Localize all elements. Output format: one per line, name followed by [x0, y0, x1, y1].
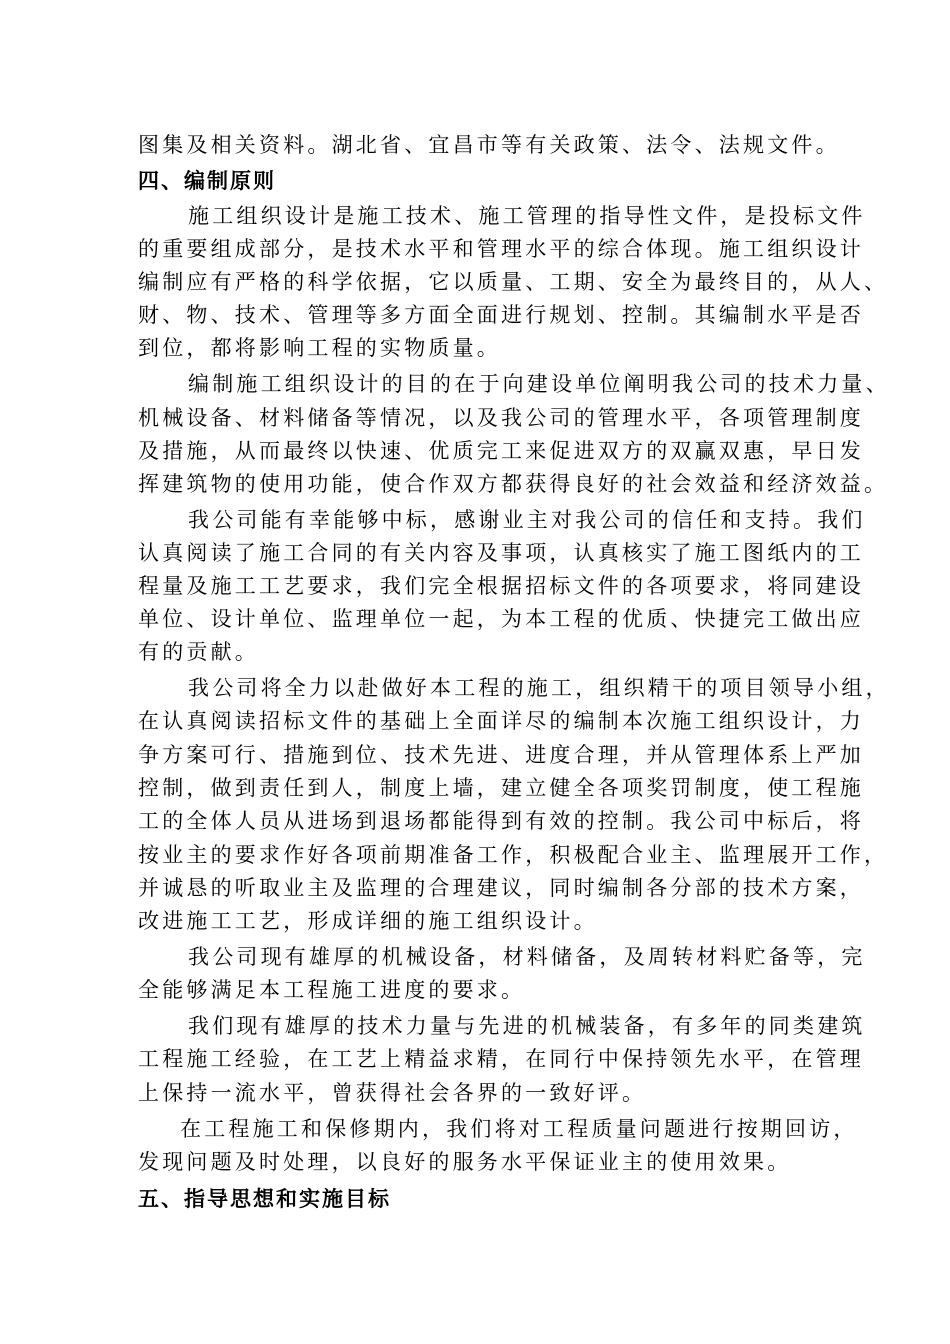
- paragraph-line: 我公司将全力以赴做好本工程的施工，组织精干的项目领导小组，: [188, 676, 890, 700]
- paragraph-line: 及措施，从而最终以快速、优质完工来促进双方的双赢双惠，早日发: [138, 439, 864, 463]
- paragraph-line: 编制应有严格的科学依据，它以质量、工期、安全为最终目的，从人、: [138, 270, 889, 294]
- paragraph-line: 改进施工工艺，形成详细的施工组织设计。: [138, 909, 598, 933]
- section-heading-5: 五、指导思想和实施目标: [138, 1187, 391, 1211]
- paragraph-line: 财、物、技术、管理等多方面全面进行规划、控制。其编制水平是否: [138, 303, 864, 327]
- paragraph-line: 我们现有雄厚的技术力量与先进的机械装备，有多年的同类建筑: [188, 1014, 866, 1038]
- paragraph-line: 在认真阅读招标文件的基础上全面详尽的编制本次施工组织设计，力: [138, 709, 864, 733]
- paragraph-line: 发现问题及时处理，以良好的服务水平保证业主的使用效果。: [138, 1150, 792, 1174]
- paragraph-line: 控制，做到责任到人，制度上墙，建立健全各项奖罚制度，使工程施: [138, 776, 864, 800]
- paragraph-line: 我公司能有幸能够中标，感谢业主对我公司的信任和支持。我们: [188, 508, 866, 532]
- paragraph-line: 在工程施工和保修期内，我们将对工程质量问题进行按期回访，: [180, 1117, 858, 1141]
- paragraph-line: 认真阅读了施工合同的有关内容及事项，认真核实了施工图纸内的工: [138, 541, 864, 565]
- paragraph-line: 到位，都将影响工程的实物质量。: [138, 336, 501, 360]
- paragraph-line: 施工组织设计是施工技术、施工管理的指导性文件，是投标文件: [188, 204, 866, 228]
- paragraph-line: 工程施工经验，在工艺上精益求精，在同行中保持领先水平，在管理: [138, 1047, 864, 1071]
- paragraph-line: 的重要组成部分，是技术水平和管理水平的综合体现。施工组织设计: [138, 237, 864, 261]
- intro-text-line: 图集及相关资料。湖北省、宜昌市等有关政策、法令、法规文件。: [138, 133, 840, 157]
- paragraph-line: 全能够满足本工程施工进度的要求。: [138, 978, 526, 1002]
- paragraph-line: 我公司现有雄厚的机械设备，材料储备，及周转材料贮备等，完: [188, 945, 866, 969]
- paragraph-line: 挥建筑物的使用功能，使合作双方都获得良好的社会效益和经济效益。: [138, 472, 889, 496]
- paragraph-line: 编制施工组织设计的目的在于向建设单位阐明我公司的技术力量、: [188, 372, 890, 396]
- paragraph-line: 工的全体人员从进场到退场都能得到有效的控制。我公司中标后，将: [138, 809, 864, 833]
- paragraph-line: 按业主的要求作好各项前期准备工作，积极配合业主、监理展开工作，: [138, 843, 889, 867]
- paragraph-line: 机械设备、材料储备等情况，以及我公司的管理水平，各项管理制度: [138, 406, 864, 430]
- paragraph-line: 程量及施工工艺要求，我们完全根据招标文件的各项要求，将同建设: [138, 574, 864, 598]
- section-heading-4: 四、编制原则: [138, 169, 276, 193]
- paragraph-line: 上保持一流水平，曾获得社会各界的一致好评。: [138, 1081, 647, 1105]
- paragraph-line: 争方案可行、措施到位、技术先进、进度合理，并从管理体系上严加: [138, 743, 864, 767]
- paragraph-line: 有的贡献。: [138, 640, 259, 664]
- paragraph-line: 单位、设计单位、监理单位一起，为本工程的优质、快捷完工做出应: [138, 607, 864, 631]
- paragraph-line: 并诚恳的听取业主及监理的合理建议，同时编制各分部的技术方案，: [138, 876, 864, 900]
